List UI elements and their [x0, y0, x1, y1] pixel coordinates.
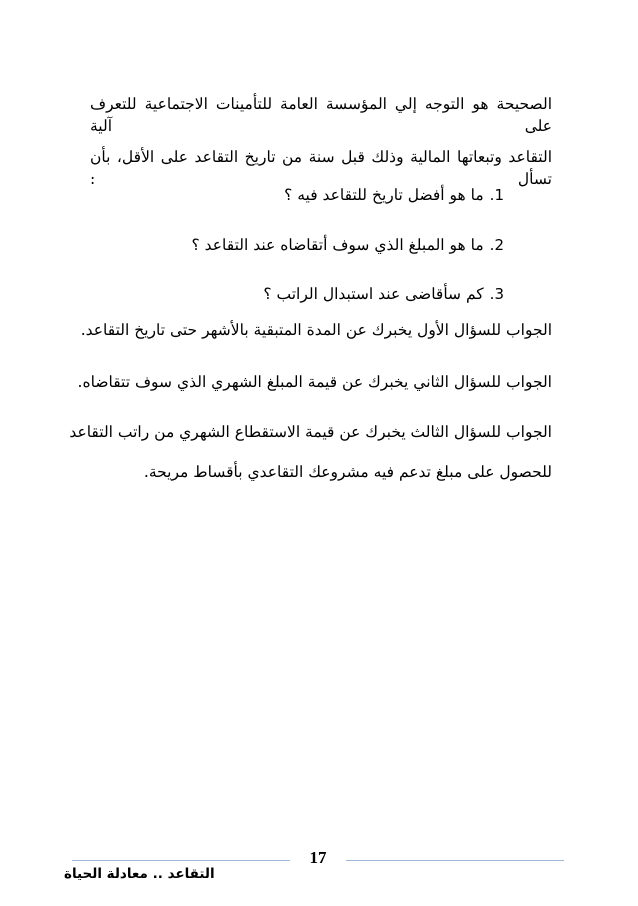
question-text: ما هو أفضل تاريخ للتقاعد فيه ؟	[284, 186, 484, 204]
answer-line-4: للحصول على مبلغ تدعم فيه مشروعك التقاعدي بأقساط مريحة.	[143, 463, 552, 481]
running-title: التقاعد .. معادلة الحياة	[64, 866, 215, 882]
question-number: 3.	[489, 285, 504, 303]
answer-line-3: الجواب للسؤال الثالث يخبرك عن قيمة الاستقطاع الشهري من راتب التقاعد	[69, 423, 552, 441]
question-number: 1.	[489, 186, 504, 204]
footer-rule-right	[346, 860, 564, 861]
question-item-3	[263, 283, 504, 305]
page-number: 17	[309, 848, 327, 867]
paragraph-line-2: التقاعد وتبعاتها المالية وذلك قبل سنة من تاريخ التقاعد على الأقل، بأن تسأل :	[90, 148, 552, 188]
question-number: 2.	[489, 236, 504, 254]
footer-rule-left	[72, 860, 290, 861]
question-text: كم سأقاضى عند استبدال الراتب ؟	[263, 285, 484, 303]
question-item-1	[284, 184, 504, 206]
paragraph-line-1: الصحيحة هو التوجه إلي المؤسسة العامة للتأمينات الاجتماعية للتعرف على آلية	[90, 95, 552, 135]
answer-line-2: الجواب للسؤال الثاني يخبرك عن قيمة المبلغ الشهري الذي سوف تتقاضاه.	[77, 373, 552, 391]
question-text: ما هو المبلغ الذي سوف أتقاضاه عند التقاعد ؟	[191, 236, 484, 254]
question-item-2	[192, 234, 505, 256]
answer-line-1: الجواب للسؤال الأول يخبرك عن المدة المتبقية بالأشهر حتى تاريخ التقاعد.	[80, 321, 552, 339]
